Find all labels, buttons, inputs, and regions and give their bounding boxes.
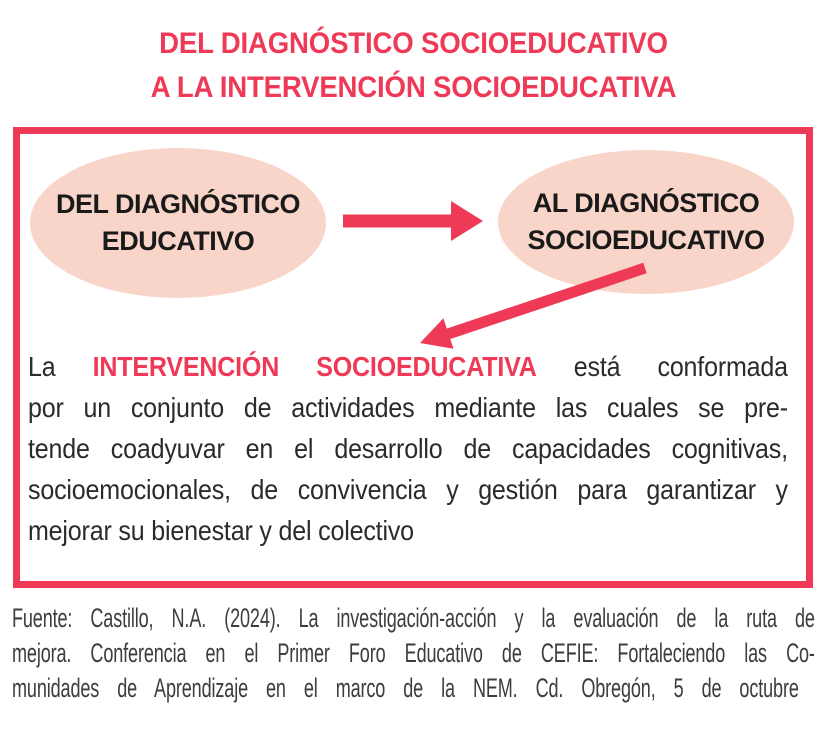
page-title-line-2: A LA INTERVENCIÓN SOCIOEDUCATIVA [150, 71, 677, 104]
arrow-right-icon [343, 201, 483, 241]
paragraph-line-4: socioemocionales, de convivencia y gestión para garantizar y [28, 474, 788, 505]
page-title-line-1: DEL DIAGNÓSTICO SOCIOEDUCATIVO [159, 27, 668, 60]
node-diagnostico-socioeducativo-line-2: SOCIOEDUCATIVO [527, 225, 765, 255]
node-diagnostico-educativo [30, 148, 326, 298]
intervention-highlight: INTERVENCIÓN SOCIOEDUCATIVA [92, 351, 537, 382]
page-title [33, 22, 794, 110]
source-citation [12, 601, 815, 706]
node-diagnostico-educativo-line-1: DEL DIAGNÓSTICO [55, 189, 301, 219]
paragraph-line-5: mejorar su bienestar y del colectivo [28, 515, 414, 546]
paragraph-line-1 [28, 346, 788, 387]
citation-line-3: munidades de Aprendizaje en el marco de la NEM. Cd. Obregón, 5 de octubre [12, 673, 799, 703]
paragraph-line-1-suffix: está conformada [536, 351, 788, 382]
intervention-paragraph [28, 346, 788, 551]
node-diagnostico-educativo-line-2: EDUCATIVO [101, 226, 255, 256]
citation-line-1: Fuente: Castillo, N.A. (2024). La investigación-acción y la evaluación de la ruta de [12, 603, 815, 633]
content-box [13, 127, 813, 588]
citation-line-2: mejora. Conferencia en el Primer Foro Educativo de CEFIE: Fortaleciendo las Co- [12, 638, 815, 668]
paragraph-line-2: por un conjunto de actividades mediante las cuales se pre- [28, 392, 788, 423]
paragraph-line-3: tende coadyuvar en el desarrollo de capacidades cognitivas, [28, 433, 788, 464]
paragraph-line-1-prefix: La [28, 351, 93, 382]
node-diagnostico-socioeducativo [498, 150, 794, 294]
node-diagnostico-socioeducativo-line-1: AL DIAGNÓSTICO [532, 188, 760, 218]
